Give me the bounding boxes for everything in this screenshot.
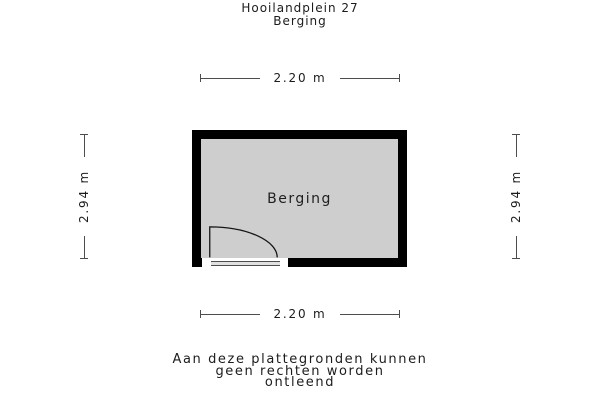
dimension-line [340, 314, 399, 315]
disclaimer [0, 354, 600, 389]
dimension-line [201, 78, 260, 79]
dimension-bottom [200, 307, 400, 321]
dimension-line [201, 314, 260, 315]
dimension-line [84, 135, 85, 157]
dimension-line [516, 135, 517, 157]
disclaimer-line: ontleend [264, 375, 336, 390]
room-label: Berging [267, 190, 332, 207]
disclaimer-line: geen rechten worden [215, 363, 385, 379]
dimension-left-label: 2.94 m [77, 169, 91, 224]
dimension-bottom-label: 2.20 m [273, 307, 327, 321]
room-berging [192, 130, 407, 267]
dimension-tick-icon [399, 310, 400, 318]
door-threshold [211, 261, 280, 266]
dimension-line [84, 236, 85, 258]
dimension-line [516, 236, 517, 258]
dimension-top-label: 2.20 m [273, 71, 327, 85]
door-swing-arc-icon [209, 226, 278, 258]
dimension-line [340, 78, 399, 79]
dimension-tick-icon [512, 258, 520, 259]
dimension-top [200, 71, 400, 85]
dimension-right-label: 2.94 m [509, 169, 523, 224]
dimension-tick-icon [80, 258, 88, 259]
plan-title [0, 2, 600, 28]
dimension-tick-icon [399, 74, 400, 82]
plan-title-address: Hooilandplein 27 [241, 1, 359, 15]
dimension-right [509, 134, 523, 259]
dimension-left [77, 134, 91, 259]
plan-title-room-type: Berging [273, 14, 327, 28]
disclaimer-line: Aan deze plattegronden kunnen [172, 352, 428, 367]
